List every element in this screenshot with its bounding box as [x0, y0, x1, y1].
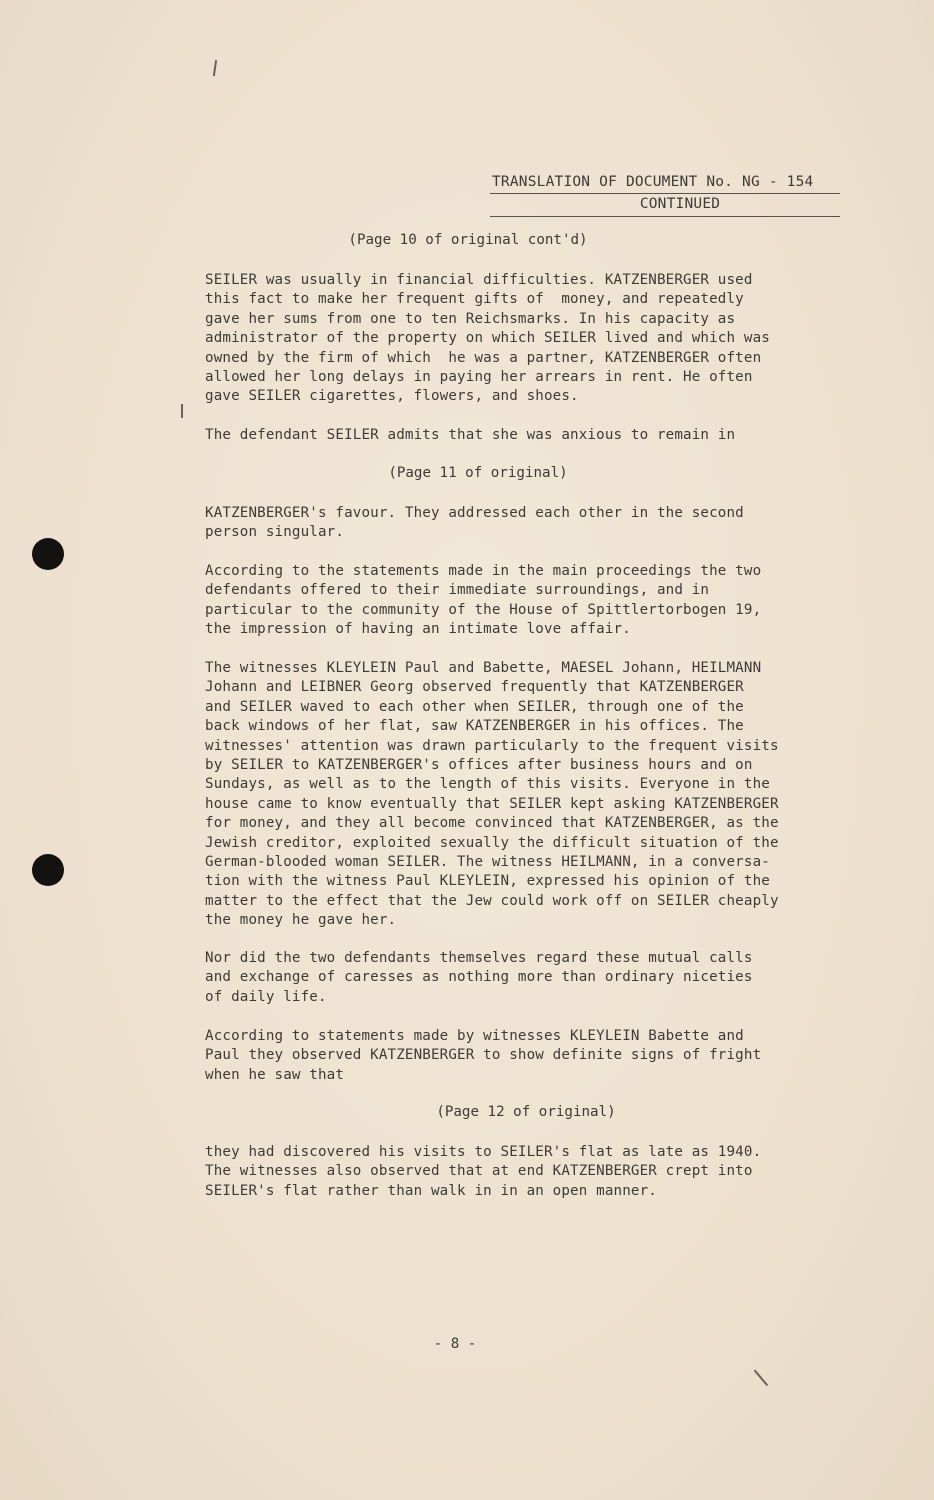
- paragraph: SEILER was usually in financial difficulties. KATZENBERGER used this fact to make her frequent gifts of money, and repeatedly gave her sums from one to ten Reichsmarks. In his capacity as administrator of the property on which SEILER lived and which was owned by the firm of which he was a partner, KATZENBERGER often allowed her long delays in paying her arrears in rent. He often gave SEILER cigarettes, flowers, and shoes.: [205, 272, 770, 405]
- pencil-mark: [213, 60, 217, 76]
- punch-hole-top: [32, 538, 64, 570]
- page-note: (Page 11 of original): [388, 465, 568, 481]
- pencil-mark: [181, 404, 183, 418]
- paragraph: they had discovered his visits to SEILER's flat as late as 1940. The witnesses also observed that at end KATZENBERGER crept into SEILER's flat rather than walk in in an open manner.: [205, 1144, 762, 1199]
- header-title: TRANSLATION OF DOCUMENT No. NG - 154: [492, 174, 814, 190]
- page-number: - 8 -: [433, 1336, 477, 1352]
- page-note: (Page 10 of original cont'd): [348, 232, 588, 248]
- punch-hole-bottom: [32, 854, 64, 886]
- paragraph: KATZENBERGER's favour. They addressed each other in the second person singular.: [205, 505, 744, 541]
- paragraph: According to the statements made in the main proceedings the two defendants offered to their immediate surroundings, and in particular to the community of the House of Spittlertorbogen 19, the impression of having an intimate love affair.: [205, 563, 762, 638]
- paragraph: The defendant SEILER admits that she was anxious to remain in: [205, 427, 736, 443]
- pencil-mark: [754, 1370, 768, 1386]
- paragraph: Nor did the two defendants themselves regard these mutual calls and exchange of caresses as nothing more than ordinary niceties of daily life.: [205, 950, 753, 1005]
- document-header: [490, 172, 840, 217]
- paragraph: According to statements made by witnesses KLEYLEIN Babette and Paul they observed KATZENBERGER to show definite signs of fright when he saw that: [205, 1028, 762, 1083]
- header-continued: CONTINUED: [639, 196, 721, 212]
- page-note: (Page 12 of original): [436, 1104, 616, 1120]
- paragraph: The witnesses KLEYLEIN Paul and Babette, MAESEL Johann, HEILMANN Johann and LEIBNER Georg observed frequently that KATZENBERGER and SEILER waved to each other when SEILER, through one of the back windows of her flat, saw KATZENBERGER in his offices. The witnesses' attention was drawn particularly to the frequent visits by SEILER to KATZENBERGER's offices after business hours and on Sundays, as well as to the length of this visits. Everyone in the house came to know eventually that SEILER kept asking KATZENBERGER for money, and they all become convinced that KATZENBERGER, as the Jewish creditor, exploited sexually the difficult situation of the German-blooded woman SEILER. The witness HEILMANN, in a conversa- tion with the witness Paul KLEYLEIN, expressed his opinion of the matter to the effect that the Jew could work off on SEILER cheaply the money he gave her.: [205, 660, 779, 929]
- header-rule: [490, 216, 840, 217]
